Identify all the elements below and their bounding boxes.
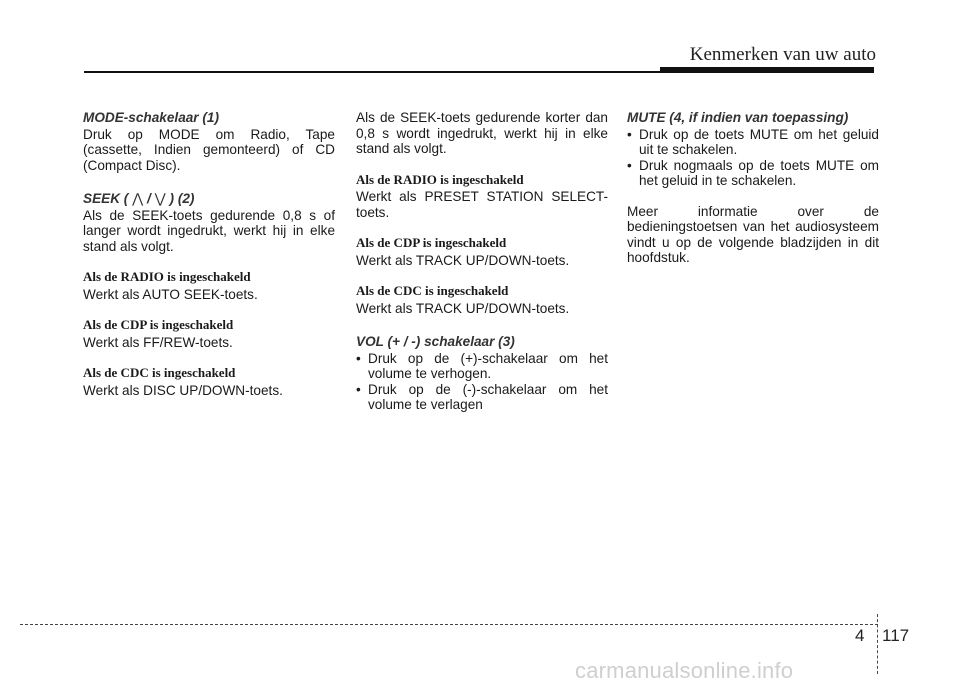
more-info-text: Meer informatie over de bedieningstoetsen van het audiosysteem vindt u op de volgende bladzijden in dit hoofdstuk. — [627, 203, 879, 265]
cdc-text: Werkt als TRACK UP/DOWN-toets. — [356, 300, 570, 316]
bullet-icon: • — [356, 381, 361, 397]
cdp-heading: Als de CDP is ingeschakeld — [356, 235, 507, 250]
radio-heading: Als de RADIO is ingeschakeld — [83, 269, 251, 284]
bullet-icon: • — [627, 157, 632, 173]
seek-heading — [83, 191, 335, 207]
column-2 — [356, 110, 608, 413]
seek-text: Als de SEEK-toets gedurende 0,8 s of langer wordt ingedrukt, werkt hij in elke stand als volgt. — [83, 207, 335, 254]
column-3 — [627, 110, 879, 266]
seek-down-arrow-icon: ⋁ — [154, 191, 166, 206]
footer-divider — [20, 624, 878, 625]
bullet-icon: • — [627, 126, 632, 142]
page-number: 117 — [882, 626, 910, 645]
header-divider-accent — [660, 67, 874, 73]
radio-text: Werkt als PRESET STATION SELECT-toets. — [356, 189, 608, 220]
footer-vertical-divider — [877, 614, 878, 674]
cdp-text: Werkt als FF/REW-toets. — [83, 334, 233, 350]
cdc-heading: Als de CDC is ingeschakeld — [356, 283, 509, 298]
mode-text: Druk op MODE om Radio, Tape (cassette, Indien gemonteerd) of CD (Compact Disc). — [83, 126, 335, 173]
mode-heading: MODE-schakelaar (1) — [83, 110, 219, 125]
cdc-text: Werkt als DISC UP/DOWN-toets. — [83, 382, 283, 398]
list-item: • Druk op de toets MUTE om het geluid uit te schakelen. — [627, 126, 879, 157]
cdp-heading: Als de CDP is ingeschakeld — [83, 317, 234, 332]
vol-bullet-list — [356, 351, 608, 413]
seek-heading-sep: / — [143, 191, 155, 206]
seek-up-arrow-icon: ⋀ — [132, 191, 144, 206]
seek-heading-prefix: SEEK ( — [83, 191, 133, 206]
column-1 — [83, 110, 335, 398]
seek-heading-suffix: ) (2) — [165, 191, 195, 206]
radio-text: Werkt als AUTO SEEK-toets. — [83, 286, 258, 302]
list-item: • Druk op de (+)-schakelaar om het volume te verhogen. — [356, 350, 608, 381]
mute-bullet-list — [627, 127, 879, 189]
watermark: carmanualsonline.info — [575, 658, 794, 683]
cdc-heading: Als de CDC is ingeschakeld — [83, 365, 236, 380]
list-item: • Druk nogmaals op de toets MUTE om het geluid in te schakelen. — [627, 157, 879, 188]
bullet-icon: • — [356, 350, 361, 366]
section-title: Kenmerken van uw auto — [689, 44, 876, 65]
list-item: • Druk op de (-)-schakelaar om het volume te verlagen — [356, 381, 608, 412]
cdp-text: Werkt als TRACK UP/DOWN-toets. — [356, 252, 570, 268]
chapter-number: 4 — [855, 626, 865, 645]
vol-heading: VOL (+ / -) schakelaar (3) — [356, 334, 515, 349]
radio-heading: Als de RADIO is ingeschakeld — [356, 171, 524, 187]
mute-heading: MUTE (4, if indien van toepassing) — [627, 110, 849, 125]
seek-short-intro-text: Als de SEEK-toets gedurende korter dan 0,8 s wordt ingedrukt, werkt hij in elke stand als volgt. — [356, 110, 608, 156]
